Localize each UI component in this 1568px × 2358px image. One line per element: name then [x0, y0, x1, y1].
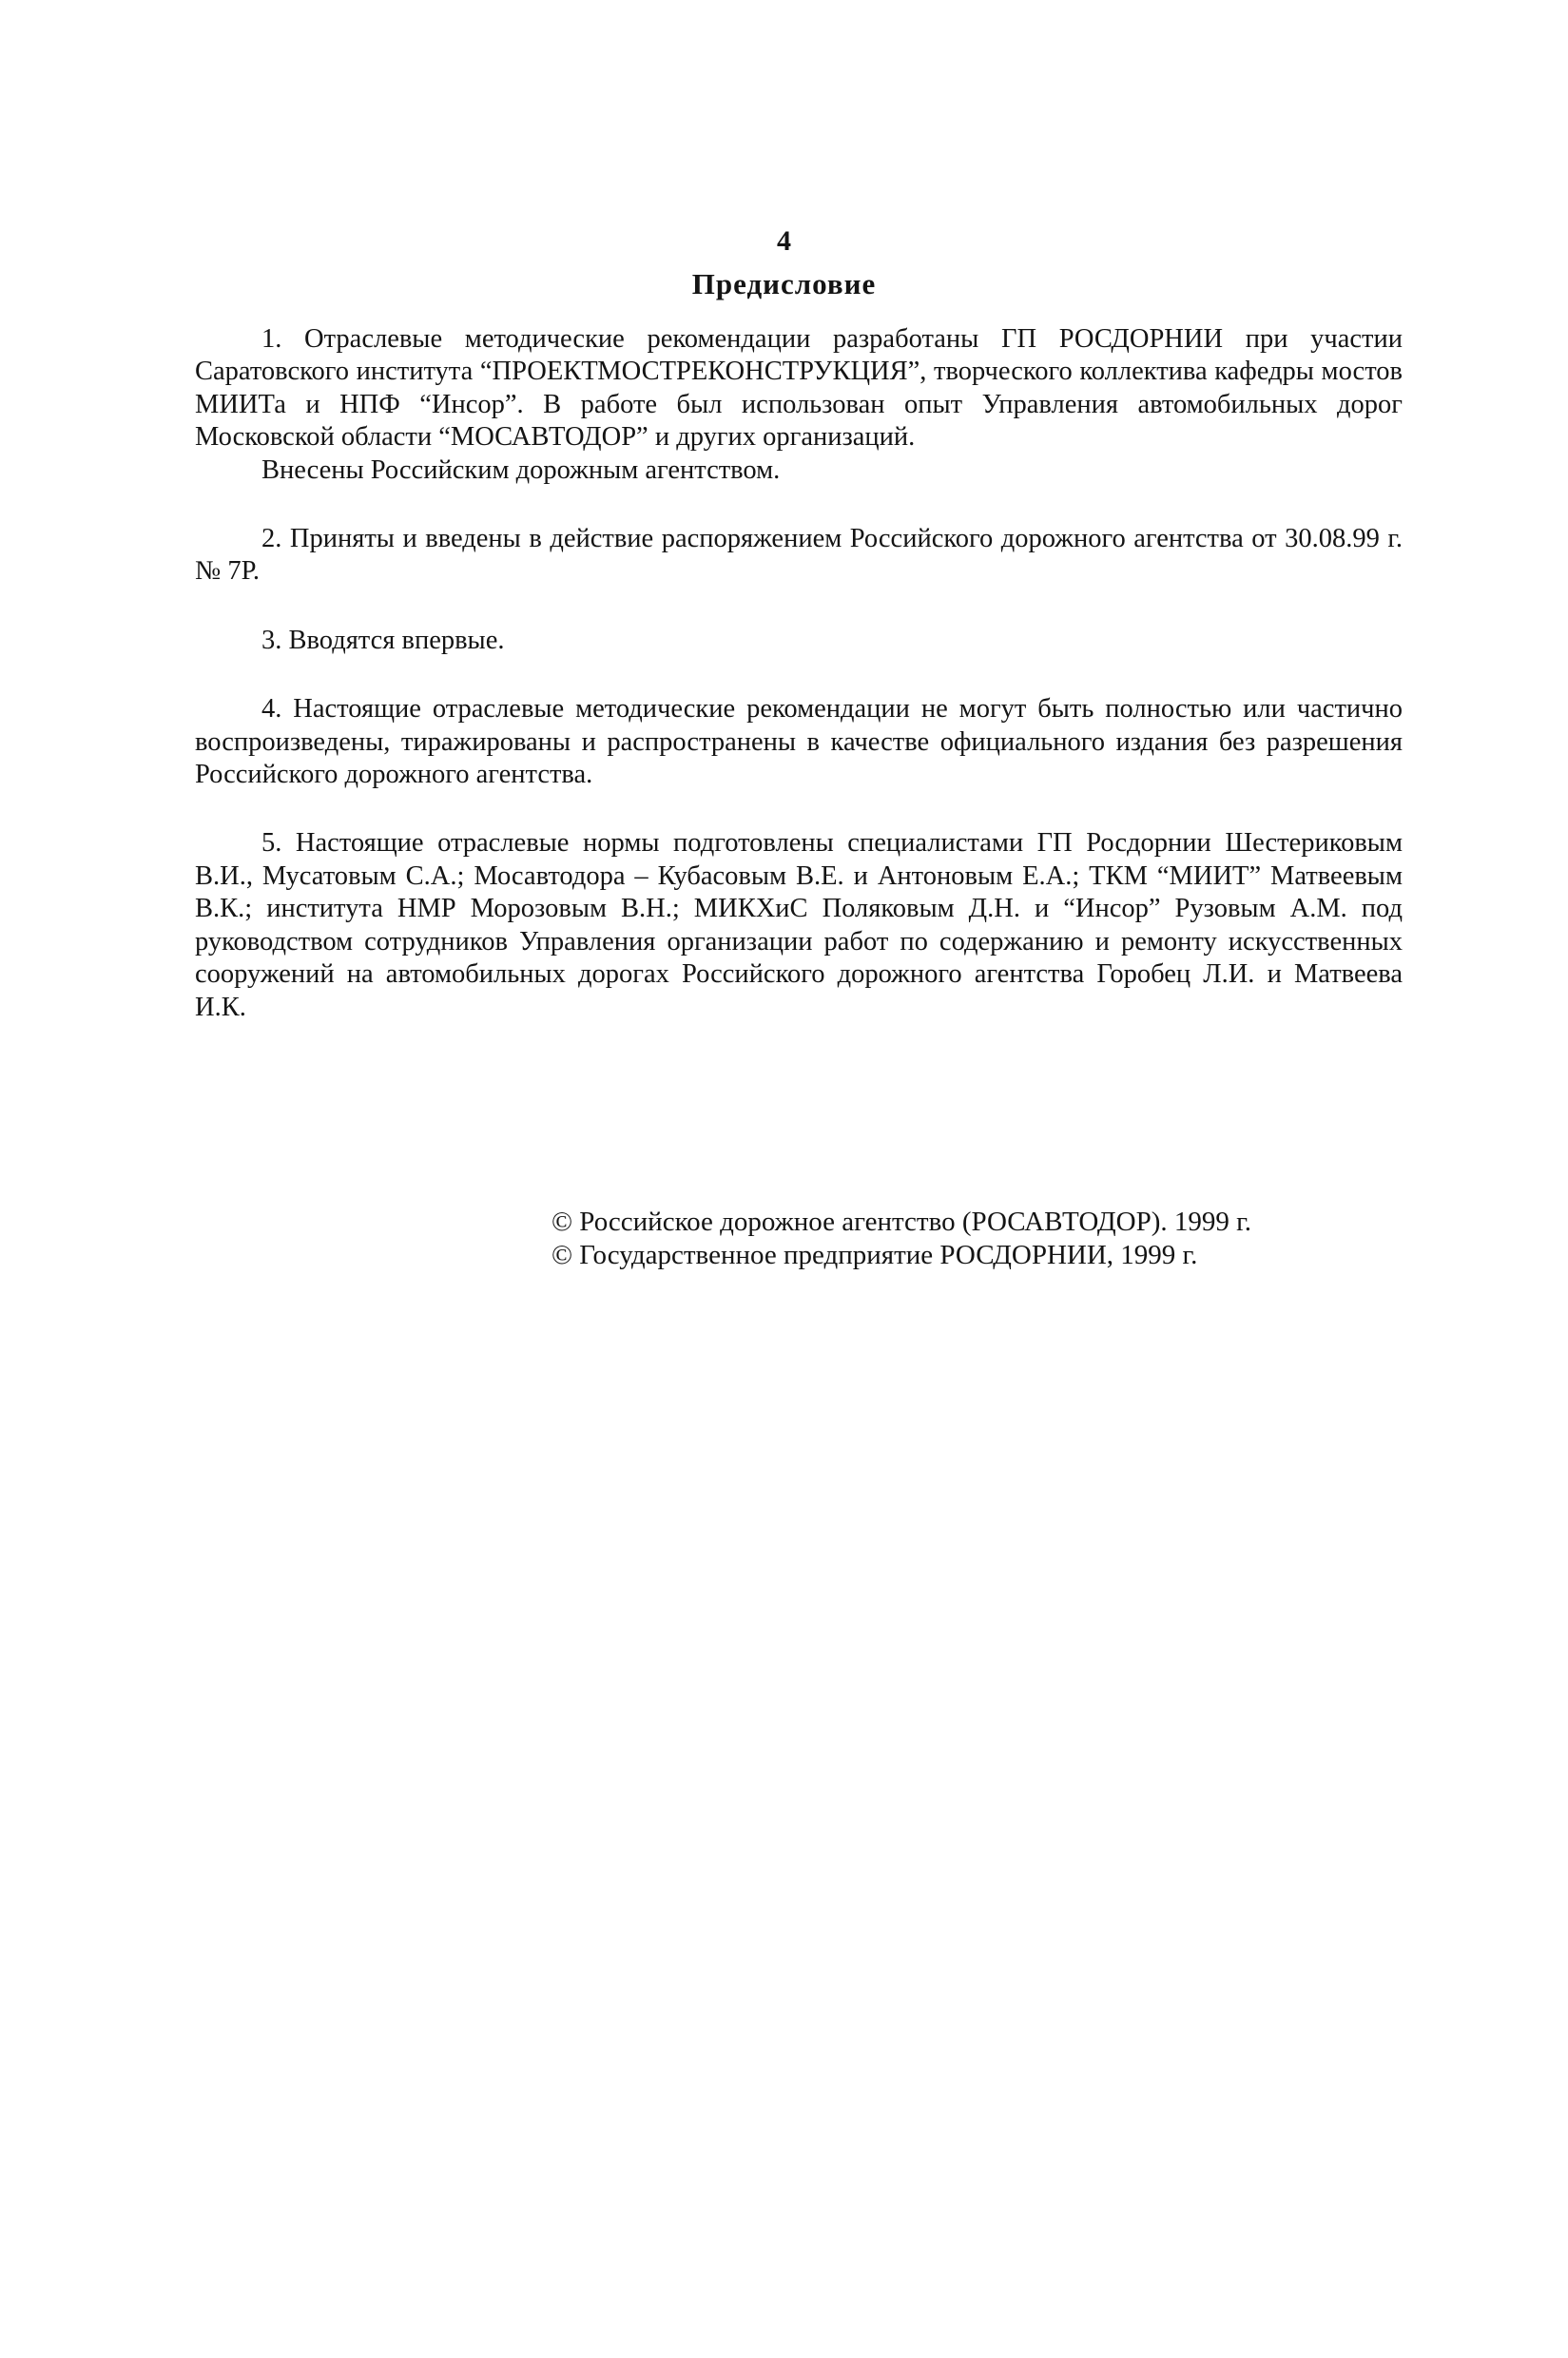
preface-body	[195, 323, 1403, 1024]
copyright-line-rosavtodor: © Российское дорожное агентство (РОСАВТОДОР). 1999 г.	[552, 1207, 1252, 1237]
page-number: 4	[777, 225, 791, 257]
paragraph-1: 1. Отраслевые методические рекомендации разработаны ГП РОСДОРНИИ при участии Саратовского института “ПРОЕКТМОСТРЕКОНСТРУКЦИЯ”, творческого коллектива кафедры мостов МИИТа и НПФ “Инсор”. В работе был использован опыт Управления автомобильных дорог Московской области “МОСАВТОДОР” и других организаций.	[195, 324, 1403, 453]
copyright-line-rosdornii: © Государственное предприятие РОСДОРНИИ, 1999 г.	[552, 1240, 1198, 1270]
paragraph-5: 5. Настоящие отраслевые нормы подготовлены специалистами ГП Росдорнии Шестериковым В.И., Мусатовым С.А.; Мосавтодора – Кубасовым В.Е. и Антоновым Е.А.; ТКМ “МИИТ” Матвеевым В.К.; института НМР Морозовым В.Н.; МИКХиС Поляковым Д.Н. и “Инсор” Рузовым А.М. под руководством сотрудников Управления организации работ по содержанию и ремонту искусственных сооружений на автомобильных дорогах Российского дорожного агентства Горобец Л.И. и Матвеева И.К.	[195, 828, 1403, 1022]
paragraph-2: 2. Приняты и введены в действие распоряжением Российского дорожного агентства от 30.08.99 г. № 7Р.	[195, 524, 1403, 587]
copyright-block	[552, 1206, 1407, 1272]
paragraph-1-note: Внесены Российским дорожным агентством.	[261, 454, 781, 485]
paragraph-4: 4. Настоящие отраслевые методические рекомендации не могут быть полностью или частично воспроизведены, тиражированы и распространены в качестве официального издания без разрешения Российского дорожного агентства.	[195, 694, 1403, 790]
page-title: Предисловие	[691, 267, 877, 300]
paragraph-3: 3. Вводятся впервые.	[261, 625, 505, 655]
